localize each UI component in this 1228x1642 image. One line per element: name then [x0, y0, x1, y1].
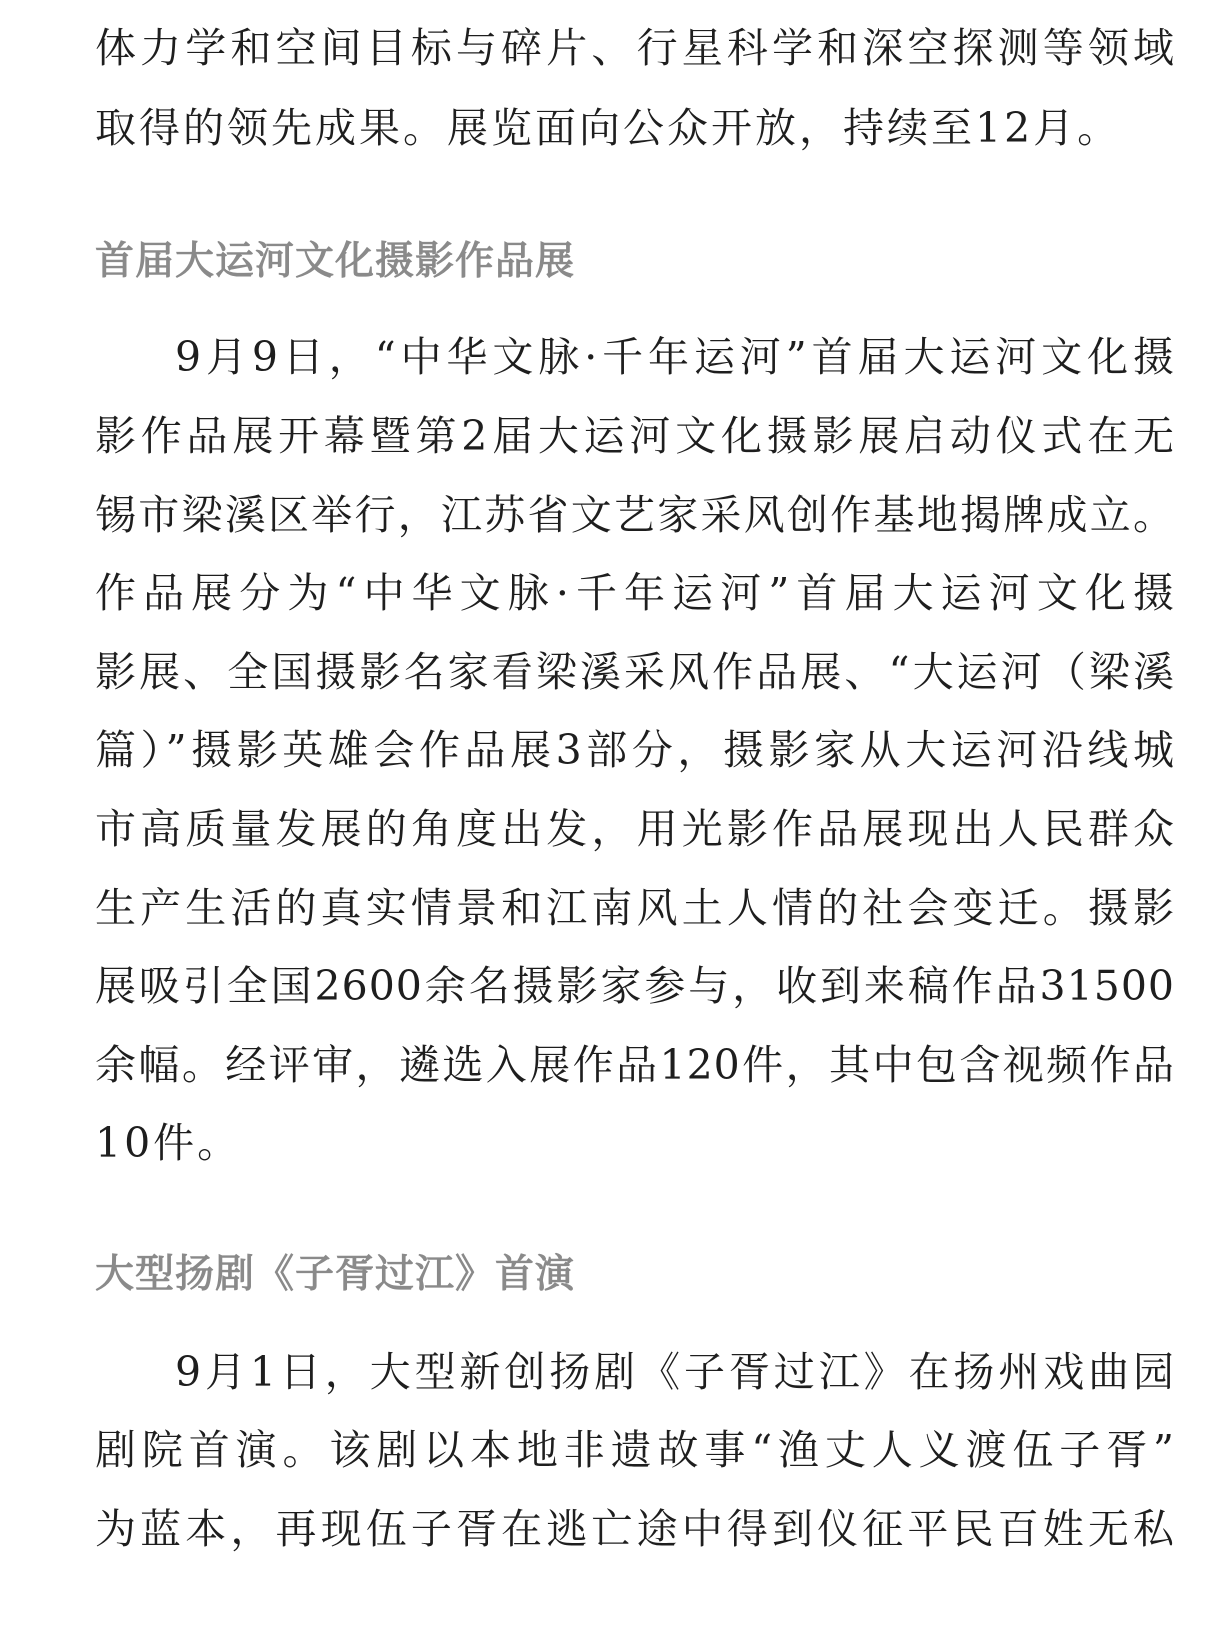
paragraph-line: 9月9日，“中华文脉·千年运河”首届大运河文化摄 [175, 333, 1175, 381]
paragraph-line: 展吸引全国2600余名摄影家参与，收到来稿作品31500 [95, 962, 1175, 1010]
paragraph-line: 余幅。经评审，遴选入展作品120件，其中包含视频作品 [95, 1041, 1175, 1089]
paragraph-line: 体力学和空间目标与碎片、行星科学和深空探测等领域 [95, 24, 1175, 72]
section-heading: 首届大运河文化摄影作品展 [95, 239, 576, 284]
paragraph-line: 剧院首演。该剧以本地非遗故事“渔丈人义渡伍子胥” [95, 1426, 1175, 1474]
paragraph-line: 10件。 [95, 1119, 242, 1167]
paragraph-line: 生产生活的真实情景和江南风土人情的社会变迁。摄影 [95, 884, 1175, 932]
section-heading: 大型扬剧《子胥过江》首演 [95, 1252, 576, 1297]
paragraph-line: 为蓝本，再现伍子胥在逃亡途中得到仪征平民百姓无私 [95, 1505, 1175, 1553]
paragraph-line: 市高质量发展的角度出发，用光影作品展现出人民群众 [95, 805, 1175, 853]
paragraph-line: 锡市梁溪区举行，江苏省文艺家采风创作基地揭牌成立。 [95, 491, 1175, 539]
paragraph-line: 篇）”摄影英雄会作品展3部分，摄影家从大运河沿线城 [95, 726, 1175, 774]
paragraph-line: 影作品展开幕暨第2届大运河文化摄影展启动仪式在无 [95, 412, 1175, 460]
paragraph-line: 影展、全国摄影名家看梁溪采风作品展、“大运河（梁溪 [95, 648, 1175, 696]
paragraph-line: 作品展分为“中华文脉·千年运河”首届大运河文化摄 [95, 569, 1175, 617]
paragraph-line: 取得的领先成果。展览面向公众开放，持续至12月。 [95, 104, 1122, 152]
paragraph-line: 9月1日，大型新创扬剧《子胥过江》在扬州戏曲园 [175, 1348, 1175, 1396]
